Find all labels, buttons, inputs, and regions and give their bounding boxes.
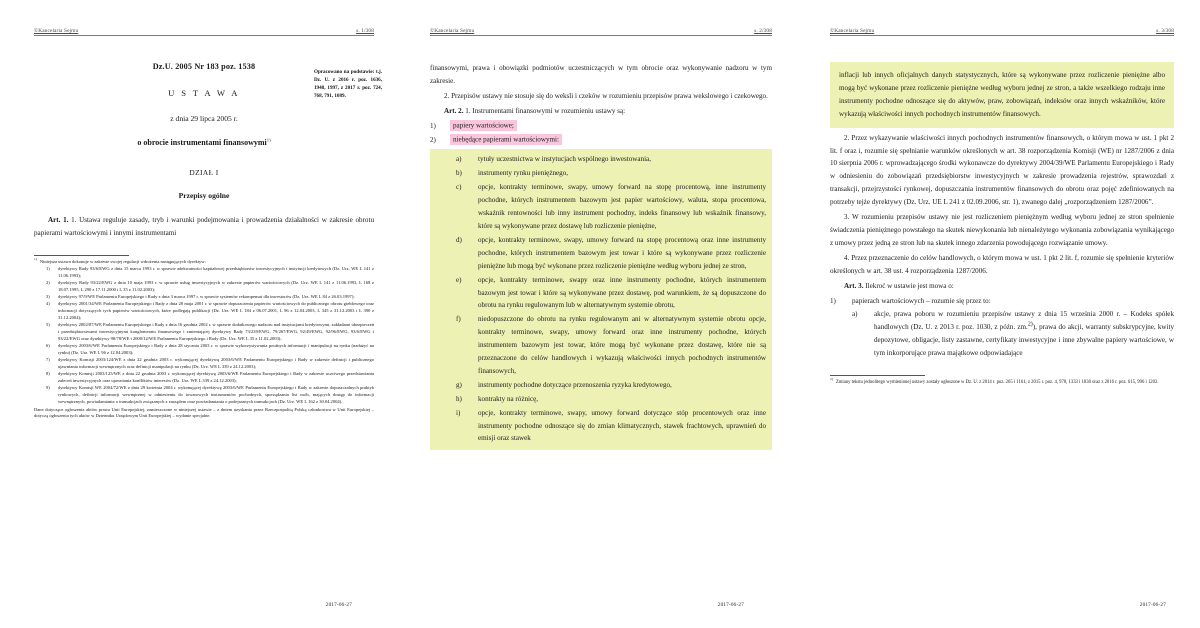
- list-item-text-wrap: [874, 308, 1174, 360]
- act-title-footnote-marker: 1): [266, 137, 271, 143]
- page-3-date-stamp: 2017-06-27: [1139, 602, 1166, 608]
- list-item-letter: f): [456, 315, 461, 324]
- list-item-text: dyrektywy Komisji WE 2004/72/WE z dnia 29 kwietnia 2004 r. wykonującej dyrektywę 2003/6/WE Parlamentu Europejskiego i Rady w zakresie dopuszczalnych praktyk rynkowych, definicji informacji wewnętrznej w odniesieniu do towarowych instrumentów pochodnych, sporządzania list osób, mających dostęp do informacji wewnętrznych, powiadamiania o transakcjach związanych z zarządem oraz powiadamiania o podejrzanych transakcjach (Dz. Urz. WE L 162 z 30.04.2004).: [58, 385, 374, 404]
- list-item-text: dyrektywy 2002/87/WE Parlamentu Europejskiego i Rady z dnia 16 grudnia 2002 r. w sprawie dodatkowego nadzoru nad instytucjami kredytowymi, zakładami ubezpieczeń i przedsiębiorstwami inwestycyjnymi konglomeratu finansowego i zmieniającej dyrektywy Rady 73/239/EWG, 79/267/EWG, 92/49/EWG, 92/96/EWG, 93/6/EWG i 93/22/EWG oraz dyrektywy 98/78/WE i 2000/12/WE Parlamentu Europejskiego i Rady (Dz. Urz. WE L 35 z 11.02.2003);: [58, 322, 374, 341]
- highlighted-continued-paragraph: inflacji lub innych oficjalnych danych statystycznych, które są wykonywane przez rozliczenie pieniężne albo mogą być wykonane przez rozliczenie pieniężne według wyboru jednej ze stron, a także wszelkiego rodzaju inne instrumenty pochodne odnoszące się do aktywów, praw, zobowiązań, indeksów oraz innych wskaźników, które wykazują właściwości innych pochodnych instrumentów finansowych.: [839, 71, 1165, 118]
- list-item: [456, 393, 766, 406]
- list-item-number: 3): [46, 294, 50, 300]
- list-item-text: opcje, kontrakty terminowe, swapy, umowy forward na stopę procentową, inne instrumenty pochodne, których instrumentem bazowym jest papier wartościowy, waluta, stopa procentowa, wskaźnik rentowności lub inny instrument pochodny, indeks finansowy lub wskaźnik finansowy, które są wykonywane przez dostawę lub rozliczenie pieniężne,: [478, 183, 766, 230]
- list-item-text: dyrektywy Komisji 2003/124/WE z dnia 22 grudnia 2003 r. wykonującej dyrektywę 2003/6/WE Parlamentu Europejskiego i Rady w zakresie definicji i publicznego ujawniania informacji wewnętrznych oraz definicji manipulacji na rynku (Dz. Urz. WE L 339 z 24.12.2003);: [58, 357, 374, 369]
- art-2-paragraph: [430, 105, 772, 118]
- list-item: [430, 134, 772, 147]
- list-item-number: 8): [46, 371, 50, 377]
- pink-highlight-annotation[interactable]: niebędące papierami wartościowymi:: [450, 134, 562, 145]
- list-item-number: 5): [46, 322, 50, 328]
- page-3: [800, 0, 1200, 628]
- art-2-label: Art. 2.: [444, 106, 464, 115]
- list-item-letter: h): [456, 394, 462, 403]
- header-publisher: ©Kancelaria Sejmu: [430, 28, 475, 34]
- list-item-text: tytuły uczestnictwa w instytucjach wspólnego inwestowania,: [478, 155, 651, 164]
- footnote-tail-text: Dane dotyczące ogłoszenia aktów prawa Unii Europejskiej, zamieszczone w niniejszej ustawie – z dniem uzyskania przez Rzeczpospolitą Polską członkostwa w Unii Europejskiej – dotyczą ogłoszenia tych aktów w Dzienniku Urzędowym Unii Europejskiej – wydanie specjalne.: [34, 406, 374, 419]
- dzial-heading: DZIAŁ I: [189, 168, 219, 177]
- list-item: [430, 120, 772, 133]
- list-item: [46, 357, 374, 371]
- art-3-text: Ilekroć w ustawie jest mowa o:: [863, 281, 954, 290]
- opracowano-na-podstawie-note: Opracowano na podstawie: t.j. Dz. U. z 2016 r. poz. 1636, 1948, 1997, z 2017 r. poz. 724, 768, 791, 1089.: [314, 69, 382, 100]
- page-3-number: s. 3/308: [1156, 28, 1174, 34]
- art-1-paragraph: [34, 214, 374, 240]
- list-item-number: 7): [46, 357, 50, 363]
- list-item: [456, 181, 766, 233]
- list-item-number: 1): [830, 296, 836, 305]
- paragraph-2: 2. Przepisów ustawy nie stosuje się do weksli i czeków w rozumieniu przepisów prawa wekslowego i czekowego.: [444, 91, 768, 100]
- footnote-marker: 1): [34, 256, 37, 261]
- yellow-highlight-annotation[interactable]: [830, 62, 1174, 128]
- list-item-text: instrumenty rynku pieniężnego,: [478, 169, 569, 178]
- list-item: [456, 407, 766, 446]
- footnote-separator-rule: [34, 255, 129, 256]
- footnote-lead: [830, 379, 1174, 386]
- page-3-footnotes: [830, 379, 1174, 387]
- paragraph-2: 2. Przez wykazywanie właściwości innych pochodnych instrumentów finansowych, o którym mowa w ust. 1 pkt 2 lit. f oraz i, rozumie się spełnianie warunków określonych w art. 38 rozporządzenia Komisji (WE) nr 1287/2006 z dnia 10 sierpnia 2006 r. wprowadzającego środki wykonawcze do dyrektywy 2004/39/WE Parlamentu Europejskiego i Rady w odniesieniu do zobowiązań przedsiębiorstw inwestycyjnych w zakresie prowadzenia rejestrów, sprawozdań z transakcji, przejrzystości rynkowej, dopuszczania instrumentów finansowych do obrotu oraz pojęć zdefiniowanych na potrzeby tejże dyrektywy (Dz. Urz. UE L 241 z 02.09.2006, str. 1), zwanego dalej „rozporządzeniem 1287/2006”.: [830, 133, 1174, 207]
- list-item-letter: a): [852, 310, 858, 319]
- footnote-lead: [34, 256, 374, 266]
- list-item: [830, 295, 1174, 308]
- list-item: [456, 153, 766, 166]
- footnote-reference-marker[interactable]: 2): [1027, 321, 1033, 328]
- list-item-text-before: akcje, prawa poboru w rozumieniu przepisów ustawy z dnia 15 września 2000 r. – Kodeks spółek handlowych (Dz. U. z 2013 r. poz. 1030, z późn. zm.: [874, 310, 1174, 332]
- footnote-lead-text: Niniejsza ustawa dokonuje w zakresie swojej regulacji wdrożenia następujących dyrektyw:: [39, 258, 206, 264]
- pink-highlight-annotation[interactable]: papiery wartościowe;: [450, 120, 517, 131]
- footnote-separator-rule: [830, 375, 925, 376]
- list-item: [46, 266, 374, 280]
- list-item-text: dyrektywy Komisji 2003/125/WE z dnia 22 grudnia 2003 r. wykonującej dyrektywę 2003/6/WE Parlamentu Europejskiego i Rady w zakresie uczciwego przedstawiania zaleceń inwestycyjnych oraz ujawniania konfliktów interesów (Dz. Urz. WE L 339 z 24.12.2003);: [58, 371, 374, 383]
- list-item-number: 2): [46, 280, 50, 286]
- list-item-letter: a): [456, 155, 462, 164]
- list-item-text: dyrektywy 2001/34/WE Parlamentu Europejskiego i Rady z dnia 28 maja 2001 r. w sprawie dopuszczenia papierów wartościowych do publicznego obrotu giełdowego oraz informacji dotyczących tych papierów wartościowych, które podlegają publikacji (Dz. Urz. WE L 184 z 06.07.2001, L 96 z 12.04.2003, L 345 z 31.12.2003 i L 390 z 31.12.2004);: [58, 301, 374, 320]
- page-2-running-head: [430, 28, 772, 36]
- act-title-text: o obrocie instrumentami finansowymi: [137, 138, 267, 147]
- header-publisher: ©Kancelaria Sejmu: [34, 28, 79, 34]
- page-1-running-head: [34, 28, 374, 36]
- art-3-numbered-list: [830, 295, 1174, 309]
- ustawa-word: U S T A W A: [168, 88, 240, 98]
- list-item-number: 6): [46, 343, 50, 349]
- list-item: [46, 322, 374, 342]
- list-item-number: 1): [430, 121, 436, 130]
- list-item-text: opcje, kontrakty terminowe, swapy oraz inne instrumenty pochodne, których instrumentem bazowym jest towar i które są wykonywane przez dostawę, pod warunkiem, że są dopuszczone do obrotu na rynku regulowanym lub w alternatywnym systemie obrotu,: [478, 275, 766, 310]
- art-3-label: Art. 3.: [844, 281, 864, 290]
- page-3-running-head: [830, 28, 1174, 36]
- continued-paragraph: finansowymi, prawa i obowiązki podmiotów uczestniczących w tym obrocie oraz wykonywanie nadzoru w tym zakresie.: [430, 64, 772, 85]
- list-item: [456, 379, 766, 392]
- list-item-number: 9): [46, 385, 50, 391]
- list-item: [46, 280, 374, 294]
- list-item: [456, 234, 766, 273]
- list-item-text: instrumenty pochodne dotyczące przenoszenia ryzyka kredytowego,: [478, 380, 672, 389]
- page-2: [400, 0, 800, 628]
- footnote-directive-list: [34, 266, 374, 405]
- list-item: [46, 301, 374, 321]
- list-item: [46, 385, 374, 405]
- act-date: z dnia 29 lipca 2005 r.: [170, 114, 238, 123]
- list-item-number: 2): [430, 135, 436, 144]
- art-2-lettered-list: [436, 153, 766, 445]
- list-item-text: opcje, kontrakty terminowe, swapy, umowy forward na stopę procentową oraz inne instrumenty pochodne, których instrumentem bazowym jest towar i które są wykonywane przez rozliczenie pieniężne lub mogą być wykonane przez rozliczenie pieniężne według wyboru jednej ze stron,: [478, 235, 766, 270]
- journal-reference: Dz.U. 2005 Nr 183 poz. 1538: [152, 62, 256, 71]
- footnote-marker: 2): [830, 377, 833, 382]
- list-item-text: papierach wartościowych – rozumie się przez to:: [852, 296, 991, 305]
- list-item: [46, 343, 374, 357]
- list-item-letter: b): [456, 169, 462, 178]
- art-3-paragraph: [830, 280, 1174, 293]
- paragraph-3: 3. W rozumieniu przepisów ustawy nie jest rozliczeniem pieniężnym według wyboru jednej ze stron spełnienie świadczenia pieniężnego powstałego na skutek niewykonania lub nienależytego wykonania zobowiązania wynikającego z umowy przez jedną ze stron lub na skutek innego zdarzenia powodującego rozwiązanie umowy.: [830, 213, 1174, 247]
- list-item-text: dyrektywy 97/9/WE Parlamentu Europejskiego i Rady z dnia 3 marca 1997 r. w sprawie systemów rekompensat dla inwestorów (Dz. Urz. WE L 84 z 26.03.1997);: [58, 294, 355, 300]
- list-item-letter: e): [456, 275, 462, 284]
- paragraph-4: 4. Przez przeznaczenie do celów handlowych, o którym mowa w ust. 1 pkt 2 lit. f, rozumie się spełnienie kryteriów określonych w art. 38 ust. 4 rozporządzenia 1287/2006.: [830, 253, 1174, 275]
- list-item-text: dyrektywy Rady 93/22/EWG z dnia 10 maja 1993 r. w sprawie usług inwestycyjnych w zakresie papierów wartościowych (Dz. Urz. WE L 141 z 11.06.1993, L 168 z 18.07.1995, L 290 z 17.11.2000 i L 35 z 11.02.2003);: [58, 280, 374, 292]
- page-1-footnotes: [34, 256, 374, 420]
- footnote-text: Zmiany tekstu jednolitego wymienionej ustawy zostały ogłoszone w Dz. U. z 2014 r. poz. 265 i 1161, z 2015 r. poz. 4, 978, 1333 i 1830 oraz z 2016 r. poz. 615, 996 i 1202.: [835, 380, 1159, 386]
- header-publisher: ©Kancelaria Sejmu: [830, 28, 875, 34]
- list-item: [456, 274, 766, 313]
- page-2-number: s. 2/308: [754, 28, 772, 34]
- list-item-letter: d): [456, 235, 462, 244]
- list-item-text: opcje, kontrakty terminowe, swapy, umowy forward dotyczące stóp procentowych oraz inne instrumenty pochodne odnoszące się do zmian klimatycznych, stawek frachtowych, uprawnień do emisji oraz stawek: [478, 408, 766, 443]
- list-item: [456, 313, 766, 378]
- list-item: [46, 294, 374, 301]
- art-1-label: Art. 1.: [48, 216, 69, 224]
- page-1-date-stamp: 2017-06-27: [325, 602, 352, 608]
- page-1-number: s. 1/308: [356, 28, 374, 34]
- art-2-text: 1. Instrumentami finansowymi w rozumieniu ustawy są:: [463, 106, 626, 115]
- list-item: [46, 371, 374, 385]
- list-item-text: dyrektywy 2003/6/WE Parlamentu Europejskiego i Rady z dnia 28 stycznia 2003 r. w sprawie wykorzystywania poufnych informacji i manipulacji na rynku (nadużyć na rynku) (Dz. Urz. WE L 96 z 12.04.2003);: [58, 343, 374, 355]
- list-item: [852, 308, 1174, 360]
- list-item-letter: i): [456, 408, 461, 417]
- list-item-number: 4): [46, 301, 50, 307]
- list-item-text: dyrektywy Rady 93/6/EWG z dnia 15 marca 1993 r. w sprawie adekwatności kapitałowej przedsiębiorstw inwestycyjnych i instytucji kredytowych (Dz. Urz. WE L 141 z 11.06.1993);: [58, 266, 374, 278]
- art-1-text: 1. Ustawa reguluje zasady, tryb i warunki podejmowania i prowadzenia działalności w zakresie obrotu papierami wartościowymi i innymi instrumentami: [34, 216, 374, 237]
- page-2-date-stamp: 2017-06-27: [717, 602, 744, 608]
- act-title: [34, 138, 374, 147]
- list-item-text: niedopuszczone do obrotu na rynku regulowanym ani w alternatywnym systemie obrotu opcje, kontrakty terminowe, swapy, umowy forward oraz inne instrumenty pochodne, których instrumentem bazowym jest towar, które mogą być wykonane przez dostawę, które nie są przeznaczone do celów handlowych i wykazują właściwości innych pochodnych instrumentów finansowych,: [478, 315, 766, 375]
- art-2-numbered-list: [430, 120, 772, 148]
- list-item-text: kontrakty na różnicę,: [478, 394, 539, 403]
- list-item-letter: c): [456, 183, 462, 192]
- list-item-text-wrap: [450, 120, 772, 133]
- list-item-text-after: ), prawa do akcji, warranty subskrypcyjne, kwity depozytowe, obligacje, listy zastawne, certyfikaty inwestycyjne i inne zbywalne papiery wartościowe, w tym inkorporujące prawa majątkowe odpowiadające: [874, 323, 1174, 358]
- page-1: [0, 0, 400, 628]
- section-heading: Przepisy ogólne: [178, 191, 230, 200]
- list-item: [456, 167, 766, 180]
- list-item-number: 1): [46, 266, 50, 272]
- list-item-letter: g): [456, 380, 462, 389]
- yellow-highlight-annotation[interactable]: [430, 149, 772, 450]
- list-item-text-wrap: [450, 134, 772, 147]
- art-3-lettered-list: [830, 308, 1174, 361]
